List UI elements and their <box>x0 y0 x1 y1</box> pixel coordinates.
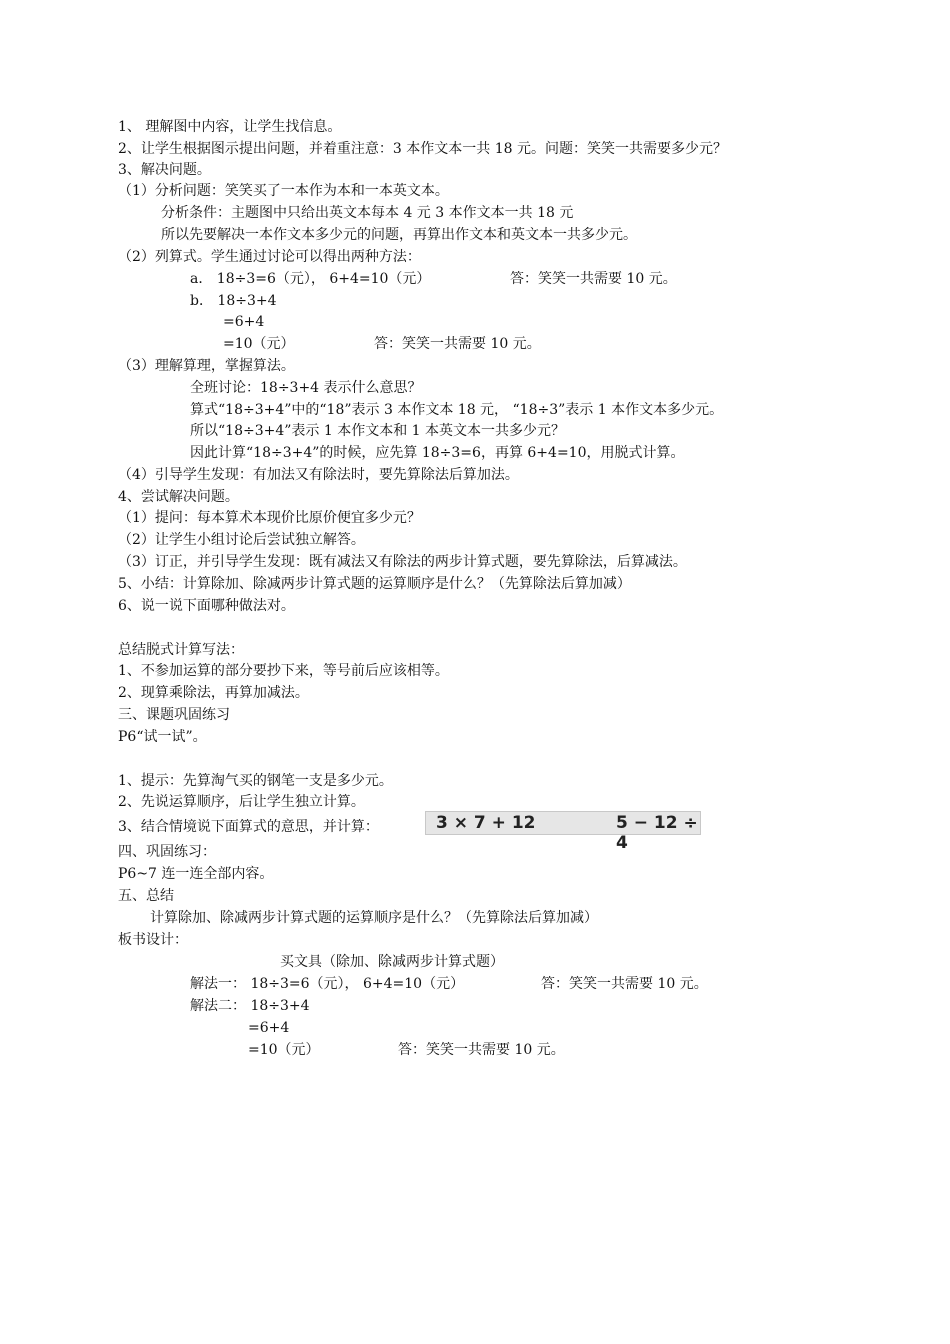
answer-text: 答：笑笑一共需要 10 元。 <box>398 1042 565 1058</box>
text-line: =6+4 <box>248 1020 290 1036</box>
text-line: 计算除加、除减两步计算式题的运算顺序是什么？（先算除法后算加减） <box>150 910 598 926</box>
text-line: 算式“18÷3+4”中的“18”表示 3 本作文本 18 元， “18÷3”表示 1 本作文本多少元。 <box>190 402 724 418</box>
text-line: 2、现算乘除法，再算加减法。 <box>118 685 309 701</box>
text-line: 所以“18÷3+4”表示 1 本作文本和 1 本英文本一共多少元？ <box>190 423 566 439</box>
text-line: 1、 理解图中内容，让学生找信息。 <box>118 119 342 135</box>
text-line: b． 18÷3+4 <box>190 293 277 309</box>
text-line: （1）提问：每本算术本现价比原价便宜多少元？ <box>118 510 421 526</box>
text-line: =10（元） <box>223 336 295 352</box>
text-line: 1、提示：先算淘气买的钢笔一支是多少元。 <box>118 773 393 789</box>
text-line: 全班讨论：18÷3+4 表示什么意思？ <box>190 380 422 396</box>
text-line: （2）让学生小组讨论后尝试独立解答。 <box>118 532 365 548</box>
text-line: a． 18÷3=6（元）， 6+4=10（元） <box>190 271 431 287</box>
answer-text: 答：笑笑一共需要 10 元。 <box>374 336 541 352</box>
text-line: （3）订正，并引导学生发现：既有减法又有除法的两步计算式题，要先算除法，后算减法。 <box>118 554 687 570</box>
answer-text: 答：笑笑一共需要 10 元。 <box>541 976 708 992</box>
text-line: 板书设计： <box>118 932 188 948</box>
text-line: 总结脱式计算写法： <box>118 642 244 658</box>
text-line: 解法二： 18÷3+4 <box>190 998 310 1014</box>
text-line: 3、解决问题。 <box>118 162 211 178</box>
text-line: 2、让学生根据图示提出问题，并着重注意：3 本作文本一共 18 元。问题：笑笑一共需要多少元？ <box>118 141 727 157</box>
equation-right: 5 − 12 ÷ 4 <box>616 813 698 853</box>
answer-text: 答：笑笑一共需要 10 元。 <box>510 271 677 287</box>
text-line: =6+4 <box>223 314 265 330</box>
board-title: 买文具（除加、除减两步计算式题） <box>280 954 504 970</box>
text-line: 2、先说运算顺序，后让学生独立计算。 <box>118 794 365 810</box>
section-heading: 五、总结 <box>118 888 174 904</box>
text-line: =10（元） <box>248 1042 320 1058</box>
text-line: 解法一： 18÷3=6（元）， 6+4=10（元） <box>190 976 465 992</box>
section-heading: 三、课题巩固练习 <box>118 707 230 723</box>
text-line: 1、不参加运算的部分要抄下来，等号前后应该相等。 <box>118 663 449 679</box>
text-line: 分析条件：主题图中只给出英文本每本 4 元 3 本作文本一共 18 元 <box>161 205 574 221</box>
text-line: P6“试一试”。 <box>118 729 207 745</box>
text-line: 4、尝试解决问题。 <box>118 489 239 505</box>
text-line: （3）理解算理，掌握算法。 <box>118 358 295 374</box>
text-line: 3、结合情境说下面算式的意思，并计算： <box>118 819 379 835</box>
text-line: P6~7 连一连全部内容。 <box>118 866 274 882</box>
equation-left: 3 × 7 + 12 <box>436 813 536 833</box>
text-line: （4）引导学生发现：有加法又有除法时，要先算除法后算加法。 <box>118 467 519 483</box>
text-line: 因此计算“18÷3+4”的时候，应先算 18÷3=6，再算 6+4=10，用脱式计算。 <box>190 445 685 461</box>
text-line: （1）分析问题：笑笑买了一本作为本和一本英文本。 <box>118 183 449 199</box>
text-line: 5、小结：计算除加、除减两步计算式题的运算顺序是什么？（先算除法后算加减） <box>118 576 631 592</box>
text-line: 6、说一说下面哪种做法对。 <box>118 598 295 614</box>
section-heading: 四、巩固练习： <box>118 844 216 860</box>
text-line: 所以先要解决一本作文本多少元的问题，再算出作文本和英文本一共多少元。 <box>161 227 637 243</box>
text-line: （2）列算式。学生通过讨论可以得出两种方法： <box>118 249 421 265</box>
equation-image <box>425 811 701 853</box>
